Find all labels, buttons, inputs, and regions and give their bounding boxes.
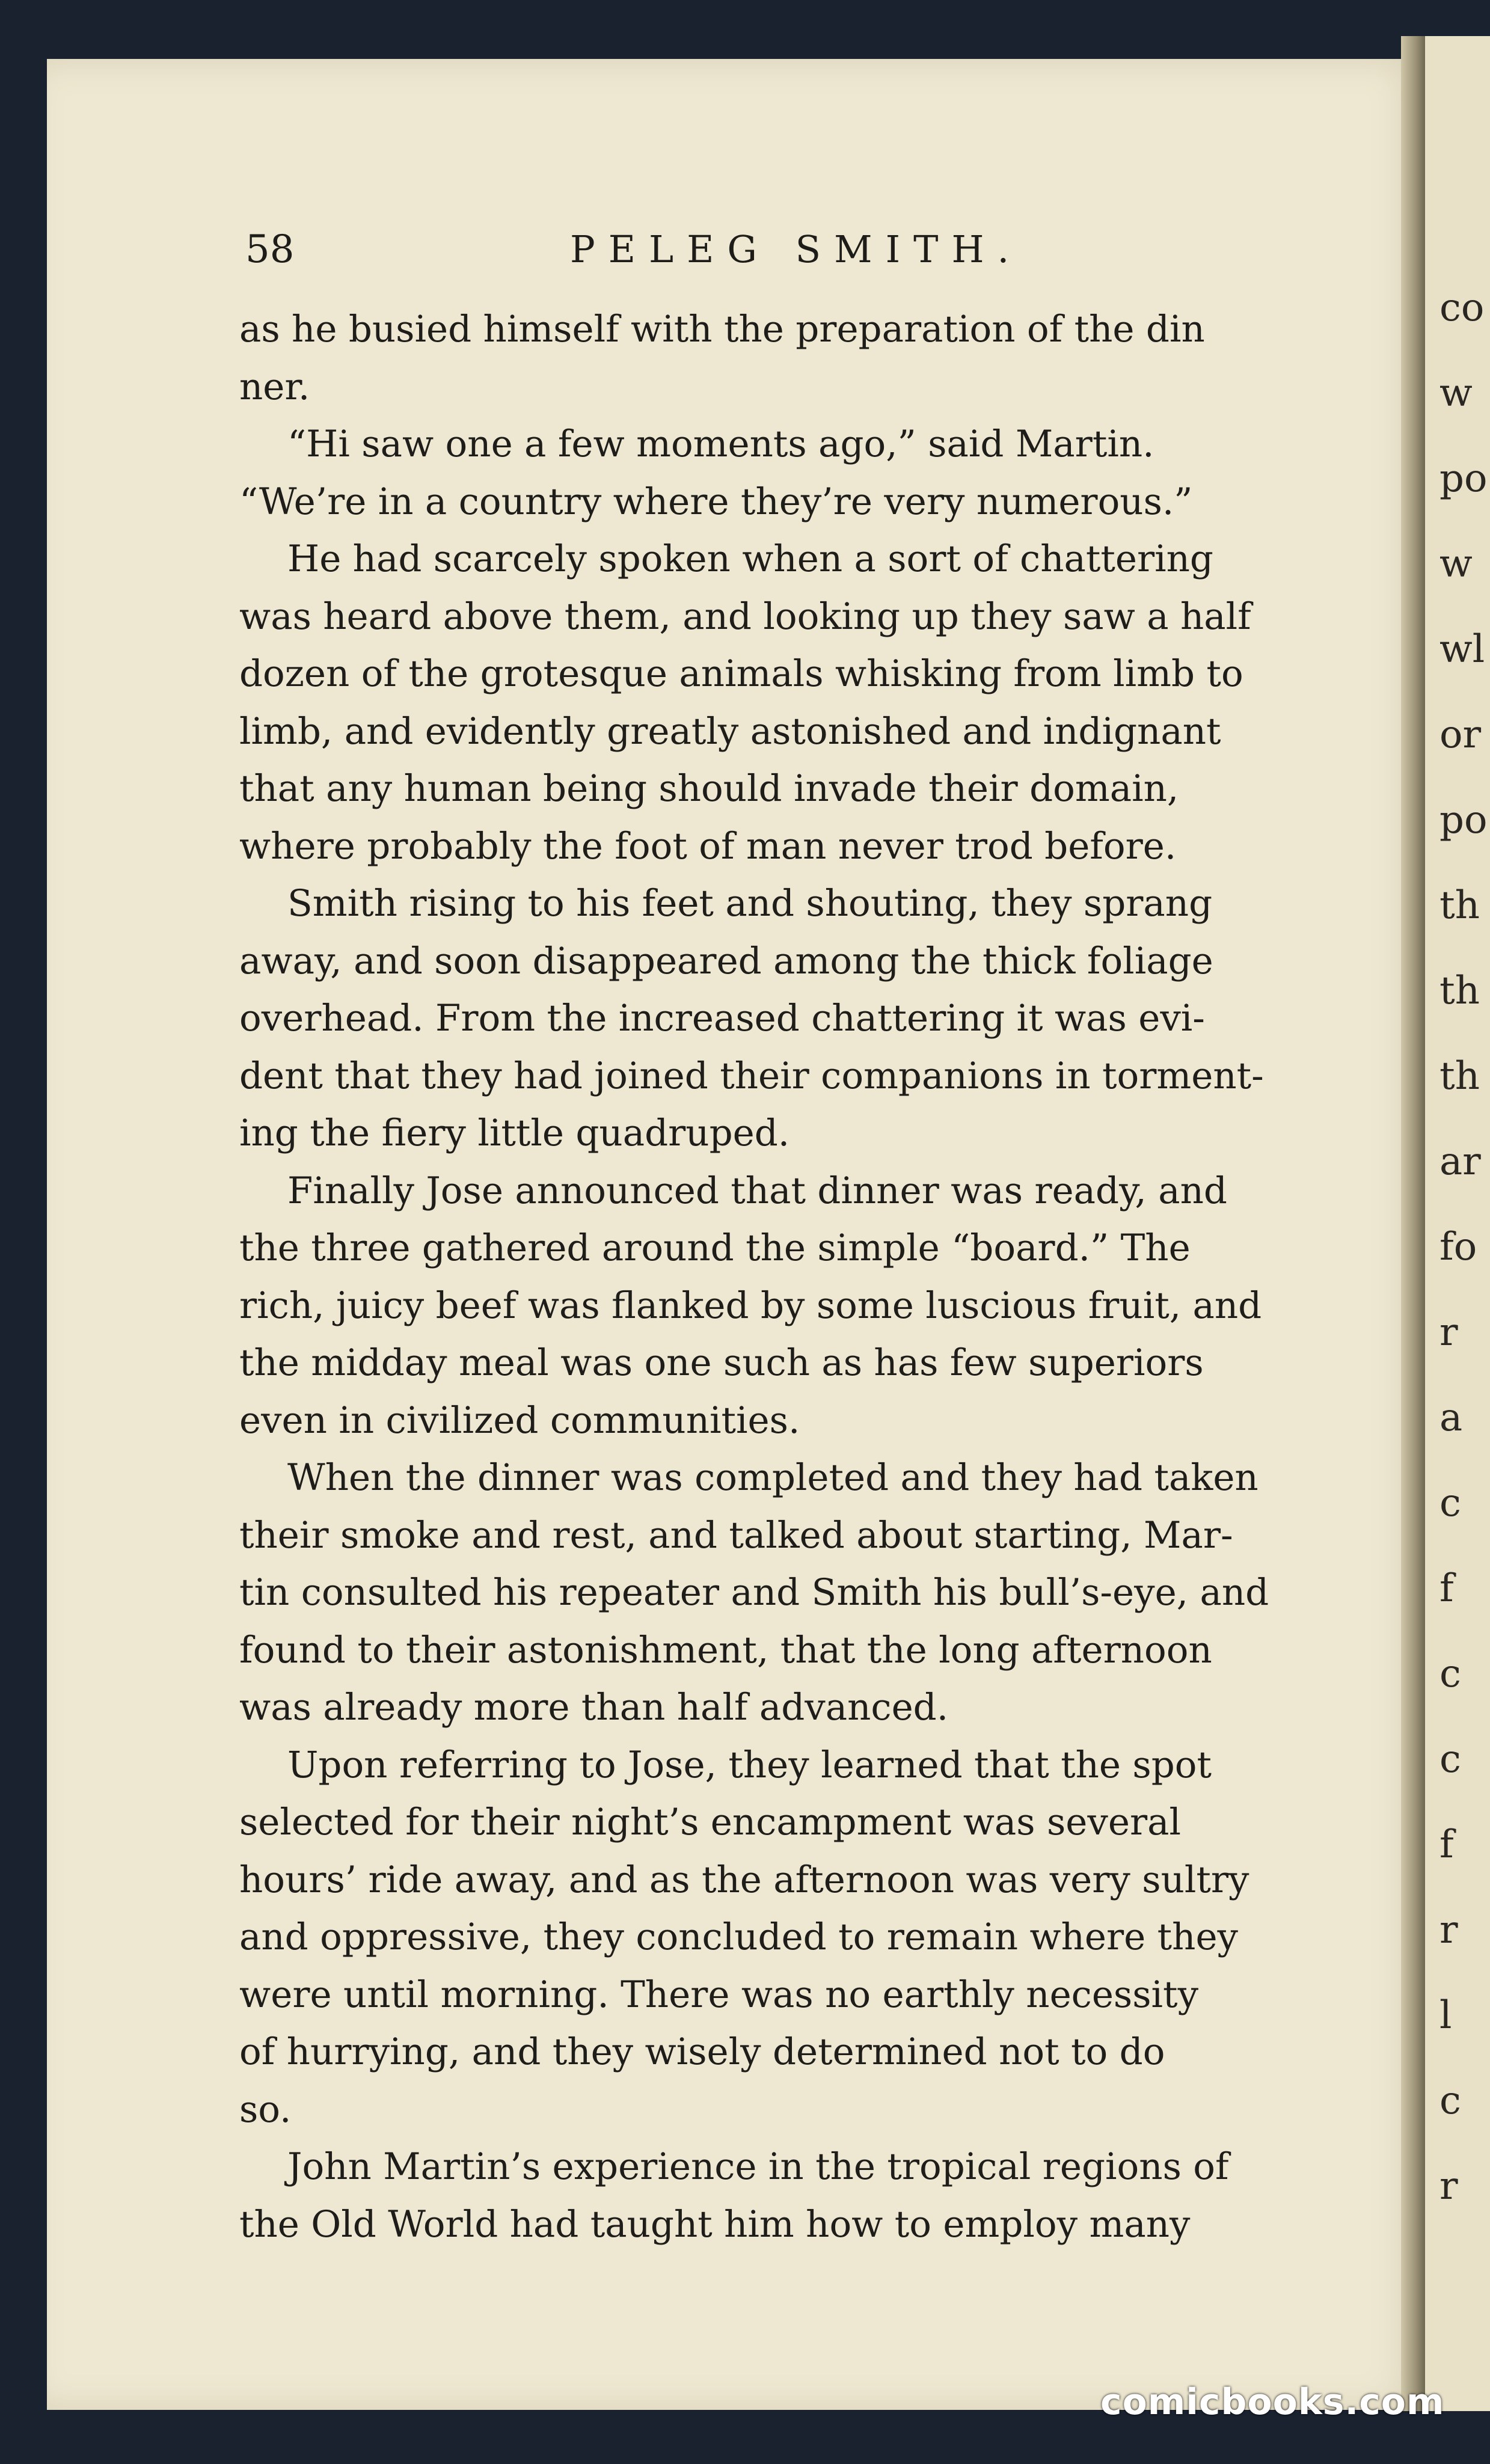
page-header [47,227,1424,281]
text-line: away, and soon disappeared among the thick foliage [239,939,1213,982]
text-line: selected for their night’s encampment was several [239,1801,1181,1843]
text-line: limb, and evidently greatly astonished and indignant [239,709,1221,753]
adjacent-page-fragment: or [1439,713,1482,757]
text-line: the three gathered around the simple “board.” The [239,1227,1191,1269]
adjacent-page-fragment: th [1439,1054,1480,1099]
text-line: rich, juicy beef was flanked by some luscious fruit, and [239,1284,1262,1327]
running-head: PELEG SMITH. [570,227,1023,271]
adjacent-page-fragment: po [1439,456,1488,501]
adjacent-page-fragment: w [1439,371,1473,415]
adjacent-page-fragment: r [1439,1310,1458,1355]
text-line: overhead. From the increased chattering it was evi- [239,997,1205,1040]
adjacent-page-fragment: th [1439,883,1480,928]
adjacent-page-fragment: co [1439,286,1485,330]
body-text [239,301,1430,2253]
text-line: were until morning. There was no earthly necessity [239,1973,1199,2016]
adjacent-page-fragment: r [1439,1908,1458,1952]
adjacent-page-fragment: l [1439,1993,1452,2038]
text-line: dent that they had joined their companions in torment- [239,1054,1264,1097]
adjacent-page-fragment: c [1439,2079,1461,2123]
book-page [47,59,1424,2410]
adjacent-page-fragment: ar [1439,1139,1481,1184]
text-line: was already more than half advanced. [239,1686,949,1729]
text-line: of hurrying, and they wisely determined not to do [239,2030,1165,2073]
adjacent-page-fragment: wl [1439,627,1485,672]
adjacent-page-fragment: w [1439,542,1473,586]
book-gutter [1401,36,1425,2411]
text-line: Upon referring to Jose, they learned that the spot [287,1743,1212,1786]
text-line: ner. [239,365,310,408]
adjacent-page-fragment: a [1439,1396,1463,1440]
text-line: dozen of the grotesque animals whisking from limb to [239,652,1243,695]
adjacent-page-fragment: f [1439,1566,1454,1611]
adjacent-page-fragment: c [1439,1652,1461,1696]
watermark: comicbooks.com [1100,2381,1445,2423]
text-line: found to their astonishment, that the long afternoon [239,1628,1212,1672]
text-line: as he busied himself with the preparation of the din [239,308,1205,351]
text-line: When the dinner was completed and they had taken [287,1456,1259,1499]
text-line: tin consulted his repeater and Smith his bull’s-eye, and [239,1571,1269,1614]
text-line: so. [239,2088,292,2131]
page-number: 58 [245,227,295,272]
text-line: Smith rising to his feet and shouting, they sprang [287,882,1213,925]
text-line: Finally Jose announced that dinner was ready, and [287,1169,1227,1212]
adjacent-page-fragment: f [1439,1822,1454,1867]
text-line: John Martin’s experience in the tropical regions of [287,2145,1229,2188]
text-line: where probably the foot of man never trod before. [239,824,1177,868]
adjacent-page-fragment: r [1439,2164,1458,2208]
text-line: “We’re in a country where they’re very numerous.” [239,480,1193,523]
adjacent-page-fragment: po [1439,798,1488,842]
text-line: and oppressive, they concluded to remain where they [239,1916,1238,1958]
adjacent-page-fragment: c [1439,1481,1461,1525]
text-line: was heard above them, and looking up they saw a half [239,595,1251,638]
text-line: their smoke and rest, and talked about starting, Mar- [239,1513,1233,1557]
adjacent-page-fragment: fo [1439,1225,1477,1269]
text-line: even in civilized communities. [239,1399,800,1442]
adjacent-page-fragment: c [1439,1737,1461,1782]
text-line: that any human being should invade their domain, [239,767,1179,810]
text-line: the Old World had taught him how to employ many [239,2202,1191,2246]
adjacent-page-edge [1425,36,1490,2411]
text-line: “Hi saw one a few moments ago,” said Martin. [287,423,1154,465]
text-line: the midday meal was one such as has few superiors [239,1341,1204,1384]
text-line: He had scarcely spoken when a sort of chattering [287,538,1213,580]
text-line: ing the fiery little quadruped. [239,1112,790,1154]
text-line: hours’ ride away, and as the afternoon was very sultry [239,1858,1249,1901]
adjacent-page-fragment: th [1439,969,1480,1013]
